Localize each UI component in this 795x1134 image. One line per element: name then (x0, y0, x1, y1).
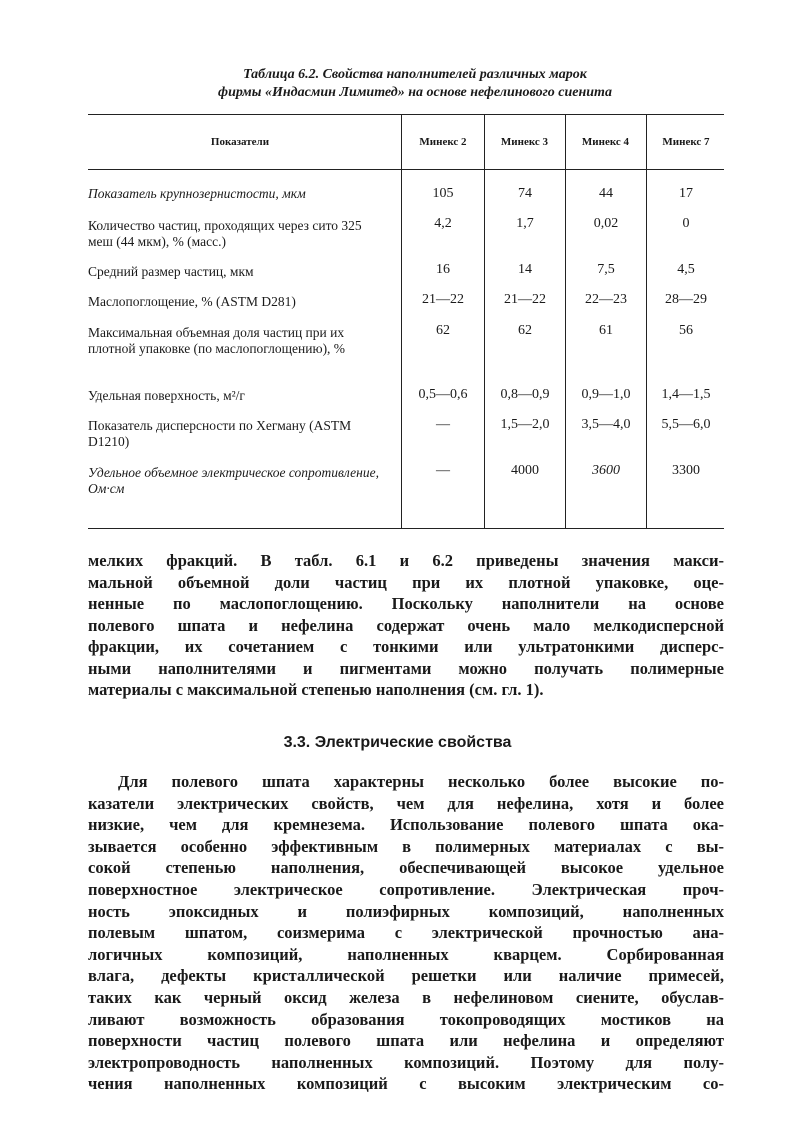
text-line: мелких фракций. В табл. 6.1 и 6.2 приведены значения макси- (88, 551, 724, 570)
table-cell: 4,2 (434, 216, 452, 231)
text-line: ненные по маслопоглощению. Поскольку наполнители на основе (88, 594, 724, 613)
table-cell: 0,5—0,6 (418, 387, 468, 402)
text-line: электропроводность наполненных композиций. Поэтому для полу- (88, 1052, 724, 1072)
table-cell: 3300 (672, 463, 700, 478)
table-cell: 4,5 (677, 262, 695, 277)
table-cell: 0,8—0,9 (500, 387, 550, 402)
text-line: материалы с максимальной степенью наполнения (см. гл. 1). (88, 680, 544, 699)
table-cell: 16 (436, 262, 450, 277)
table-header-cell: Минекс 2 (419, 136, 467, 148)
table-row-label: Средний размер частиц, мкм (88, 264, 254, 279)
text-line: фракции, их сочетанием с тонкими или ультратонкими дисперс- (88, 637, 724, 656)
table-cell: 4000 (511, 463, 539, 478)
table-cell: 28—29 (665, 292, 707, 307)
table-header-cell: Минекс 7 (662, 136, 710, 148)
text-line: полевым шпатом, соизмерима с электрической прочностью ана- (88, 923, 724, 943)
text-line: полевого шпата и нефелина содержат очень мало мелкодисперсной (88, 615, 724, 635)
text-line: Для полевого шпата характерны несколько более высокие по- (118, 772, 724, 791)
table-cell: 0,9—1,0 (581, 387, 631, 402)
table-cell: 62 (518, 323, 532, 338)
text-line: сокой степенью наполнения, обеспечивающей высокое удельное (88, 858, 724, 878)
table-header-cell: Минекс 4 (581, 136, 630, 148)
table-row-label: Максимальная объемная доля частиц при их плотной упаковке (по маслопоглощению), % (88, 325, 346, 356)
section-heading: 3.3. Электрические свойства (283, 734, 512, 751)
table-caption: Таблица 6.2. Свойства наполнителей различных марок (243, 67, 587, 82)
table-cell: — (436, 417, 450, 432)
table-cell: 0,02 (593, 216, 619, 231)
body-paragraph (88, 771, 724, 1095)
table-row-label: Показатель дисперсности по Хегману (ASTM D1210) (88, 418, 352, 449)
text-line: ливают возможность образования токопроводящих мостиков на (88, 1009, 724, 1029)
table-row-label: Маслопоглощение, % (ASTM D281) (88, 294, 296, 309)
table-cell: 62 (436, 323, 450, 338)
text-line: влага, дефекты кристаллической решетки или наличие примесей, (88, 966, 724, 986)
text-line: ность эпоксидных и полиэфирных композиций, наполненных (88, 901, 724, 921)
table-cell: 56 (679, 323, 693, 338)
text-line: поверхностное электрическое сопротивление. Электрическая проч- (88, 879, 724, 899)
text-line: логичных композиций, наполненных кварцем. Сорбированная (88, 944, 724, 964)
table-top-rule (88, 114, 724, 115)
table-row-label: Удельная поверхность, м²/г (88, 388, 245, 403)
table-cell: 17 (679, 186, 693, 201)
text-line: поверхности частиц полевого шпата или нефелина и определяют (88, 1031, 724, 1051)
table-cell: 21—22 (504, 292, 546, 307)
table-row-label: Удельное объемное электрическое сопротивление, Ом·см (88, 465, 379, 496)
text-line: зывается особенно эффективным в полимерных материалах с вы- (88, 836, 724, 856)
body-paragraph (88, 550, 724, 701)
table-cell: 5,5—6,0 (661, 417, 711, 432)
table-cell: 14 (518, 262, 532, 277)
table-cell: 61 (599, 323, 613, 338)
table-cell: 21—22 (422, 292, 464, 307)
table-bottom-rule (88, 528, 724, 529)
table-cell: 22—23 (585, 292, 627, 307)
text-line: чения наполненных композиций с высоким электрическим со- (88, 1074, 724, 1094)
table-cell: 1,7 (516, 216, 534, 231)
text-line: ными наполнителями и пигментами можно получать полимерные (88, 658, 724, 678)
table-cell: 7,5 (597, 262, 615, 277)
table-cell: 3600 (592, 463, 620, 478)
table-cell: — (436, 463, 450, 478)
table-header-cell: Минекс 3 (500, 136, 549, 148)
table-header-rule (88, 169, 724, 170)
text-line: таких как черный оксид железа в нефелиновом сиените, обуслав- (88, 987, 724, 1007)
text-line: мальной объемной доли частиц при их плотной упаковке, оце- (88, 572, 724, 592)
table-cell: 1,5—2,0 (500, 417, 550, 432)
table-row-label: Количество частиц, проходящих через сито 325 меш (44 мкм), % (масс.) (88, 218, 362, 249)
table-cell: 0 (682, 216, 690, 231)
text-line: казатели электрических свойств, чем для нефелина, хотя и более (88, 793, 724, 813)
table-caption-line2: фирмы «Индасмин Лимитед» на основе нефелинового сиенита (218, 85, 612, 100)
table-header-cell: Показатели (210, 136, 270, 148)
table-cell: 105 (432, 186, 454, 201)
table-cell: 3,5—4,0 (581, 417, 631, 432)
table-cell: 1,4—1,5 (661, 387, 711, 402)
table-row-label: Показатель крупнозернистости, мкм (88, 186, 306, 201)
text-line: низкие, чем для кремнезема. Использование полевого шпата ока- (88, 815, 724, 835)
table-cell: 44 (599, 186, 613, 201)
table-cell: 74 (518, 186, 532, 201)
